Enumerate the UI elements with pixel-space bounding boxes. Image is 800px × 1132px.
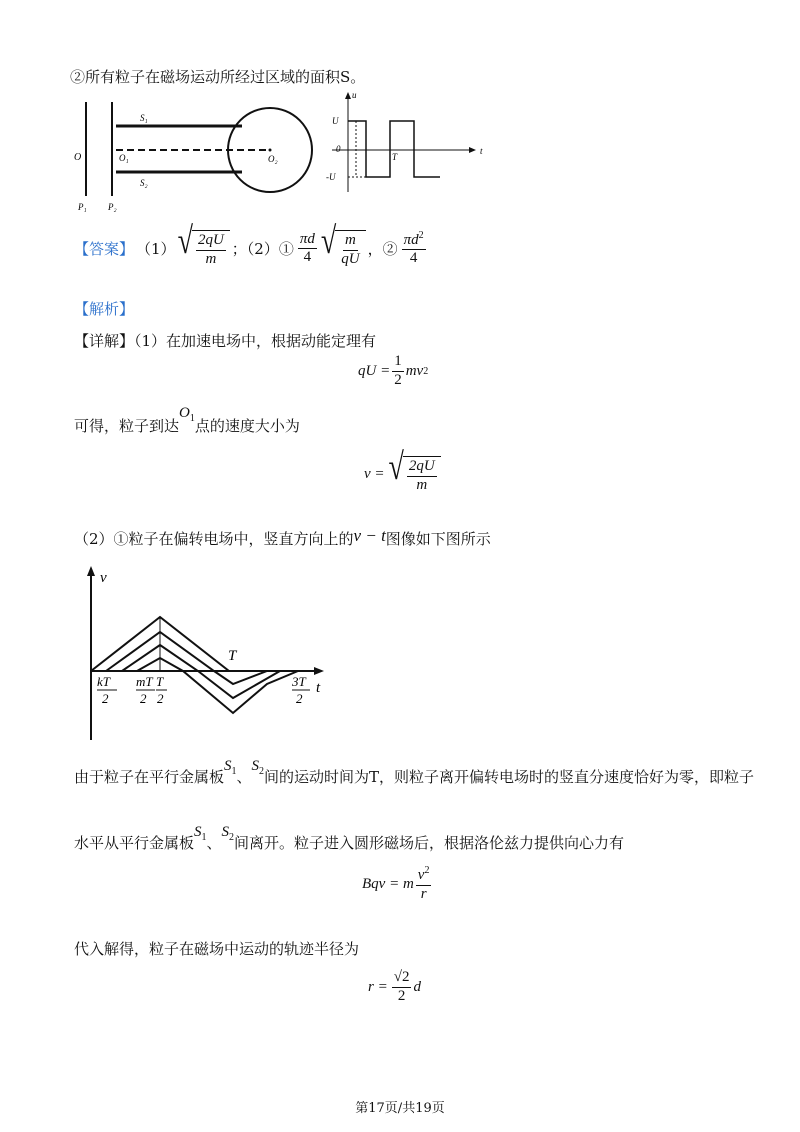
question-line: ②所有粒子在磁场运动所经过区域的面积S。 bbox=[70, 68, 366, 86]
label-U: U bbox=[332, 116, 339, 126]
svg-text:2: 2 bbox=[157, 691, 164, 706]
svg-text:2: 2 bbox=[140, 691, 147, 706]
vt-label-T: T bbox=[228, 648, 237, 664]
radius-line: 代入解得，粒子在磁场中运动的轨迹半径为 bbox=[74, 940, 360, 958]
paragraph-leave-field: 水平从平行金属板$S_1$、$S_2$间离开。粒子进入圆形磁场后，根据洛伦兹力提供向心力有 bbox=[74, 824, 625, 852]
label-O1: O₁ bbox=[119, 153, 129, 163]
label-S1: S₁ bbox=[140, 113, 148, 123]
detail-line: 【详解】（1）在加速电场中，根据动能定理有 bbox=[74, 332, 377, 350]
vt-graph bbox=[80, 560, 340, 745]
svg-text:2: 2 bbox=[296, 691, 303, 706]
equation-velocity: v = √ $\frac{2qU}{m}$ bbox=[364, 456, 441, 494]
label-axis-u: u bbox=[352, 90, 357, 100]
answer-1: √ $\frac{2qU}{m}$ bbox=[178, 230, 230, 268]
arrive-line: 可得，粒子到达$O_1$点的速度大小为 bbox=[74, 405, 300, 435]
vt-tick-kT: kT bbox=[97, 674, 110, 689]
label-T: T bbox=[392, 152, 398, 162]
answer-tag: 【答案】 bbox=[74, 240, 135, 259]
apparatus-figure bbox=[70, 88, 490, 218]
vt-label-v: v bbox=[100, 570, 107, 586]
answer-2-root: √ $\frac{m}{qU}$ bbox=[321, 230, 366, 268]
label-zero: 0 bbox=[336, 144, 341, 154]
label-negU: -U bbox=[326, 172, 336, 182]
analysis-tag: 【解析】 bbox=[74, 300, 135, 318]
label-S2: S₂ bbox=[140, 178, 148, 188]
vt-intro-line: （2）①粒子在偏转电场中，竖直方向上的v − t图像如下图所示 bbox=[74, 526, 491, 548]
label-t: t bbox=[480, 146, 483, 156]
vt-label-t: t bbox=[316, 680, 321, 696]
vt-tick-mT: mT bbox=[136, 674, 153, 689]
label-P1: P₁ bbox=[78, 202, 87, 212]
equation-lorentz: Bqv = m $\frac{v^2}{r}$ bbox=[362, 865, 430, 902]
label-O: O bbox=[74, 152, 82, 163]
label-P2: P₂ bbox=[108, 202, 117, 212]
answer-3: $\frac{\pi d^2}{4}$ bbox=[403, 229, 424, 267]
label-O2: O₂ bbox=[268, 154, 278, 164]
vt-tick-3T: 3T bbox=[292, 674, 306, 689]
answer-line: 【答案】 （1） √ $\frac{2qU}{m}$ ；（2）① $\frac{\pi d}{4}$ √ $\frac{m}{qU}$ ，② $\frac{\pi d^2}{4}$ bbox=[74, 220, 424, 267]
equation-energy: qU = $\frac{1}{2}$ mv 2 bbox=[358, 353, 429, 388]
answer-2-coef: $\frac{\pi d}{4}$ bbox=[299, 230, 315, 266]
paragraph-plates-time: 由于粒子在平行金属板$S_1$、$S_2$间的运动时间为T，则粒子离开偏转电场时的竖直分速度恰好为零，即粒子 bbox=[74, 758, 755, 786]
equation-radius: r = $\frac{√2}{2}$ d bbox=[368, 969, 421, 1004]
svg-text:2: 2 bbox=[102, 691, 109, 706]
vt-tick-T-half: T bbox=[156, 674, 164, 689]
page-number: 第17页/共19页 bbox=[355, 1101, 445, 1116]
